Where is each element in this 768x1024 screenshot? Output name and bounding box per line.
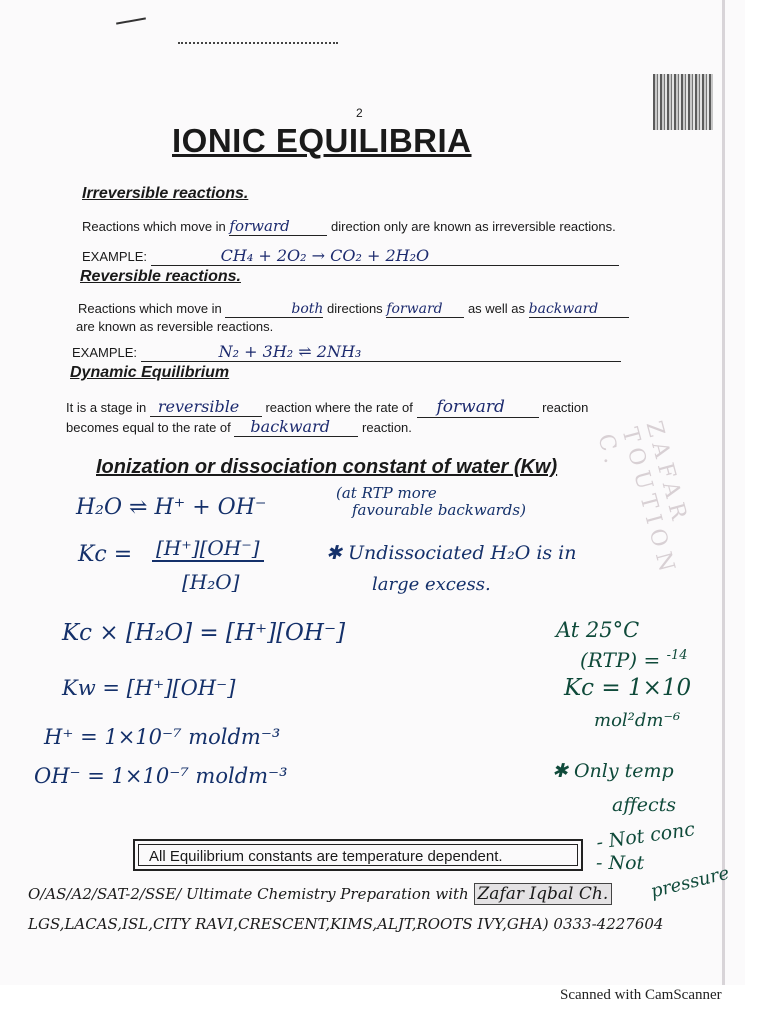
handwritten-side-note: Kc = 1×10 [564, 675, 692, 701]
definition-text: Reactions which move in [78, 301, 222, 316]
handwritten-side-note: - Not conc [594, 818, 697, 854]
definition-text: as well as [467, 301, 526, 316]
handwritten-answer: backward [528, 301, 599, 317]
dynamic-heading: Dynamic Equilibrium [70, 364, 230, 381]
fill-blank [150, 397, 262, 417]
handwritten-equation: H⁺ = 1×10⁻⁷ moldm⁻³ [44, 725, 281, 749]
barcode-stamp [653, 74, 713, 130]
reversible-example [72, 342, 621, 362]
fill-blank [234, 417, 358, 437]
fill-blank [417, 397, 539, 418]
irreversible-example [82, 246, 619, 266]
handwritten-answer: forward [386, 301, 443, 317]
example-label: EXAMPLE: [72, 345, 138, 360]
handwritten-side-note: affects [612, 794, 677, 816]
definition-text: direction only are known as irreversible reactions. [331, 219, 616, 234]
definition-text: reaction [542, 400, 589, 415]
definition-text: It is a stage in [66, 400, 147, 415]
footer-text: O/AS/A2/SAT-2/SSE/ Ultimate Chemistry Preparation with [28, 885, 469, 903]
handwritten-answer: backward [250, 417, 330, 436]
scanner-watermark: Scanned with CamScanner [560, 987, 722, 1003]
boxed-note [133, 839, 583, 871]
reversible-definition-end: are known as reversible reactions. [76, 319, 274, 334]
handwritten-answer: N₂ + 3H₂ ⇌ 2NH₃ [218, 342, 362, 361]
dynamic-definition [66, 397, 588, 418]
handwritten-rtp: (RTP) = [580, 648, 661, 672]
handwritten-answer: reversible [157, 397, 240, 416]
definition-text: reaction where the rate of [265, 400, 413, 415]
page-title: IONIC EQUILIBRIA [172, 122, 472, 159]
handwritten-answer: forward [229, 217, 290, 235]
handwritten-side-note: - Not [596, 852, 645, 874]
handwritten-kc-label: Kc = [78, 542, 133, 567]
handwritten-equation: Kc × [H₂O] = [H⁺][OH⁻] [62, 620, 346, 646]
handwritten-note: ✱ Undissociated H₂O is in [326, 542, 577, 564]
handwritten-exponent: -14 [666, 648, 688, 663]
reversible-definition [78, 301, 629, 318]
footer-author-name: Zafar Iqbal Ch. [474, 883, 613, 905]
definition-text: becomes equal to the rate of [66, 420, 231, 435]
handwritten-side-note [580, 648, 688, 672]
definition-text: reaction. [362, 420, 412, 435]
irreversible-heading: Irreversible reactions. [82, 185, 249, 202]
fill-blank [151, 246, 619, 266]
handwritten-equation: H₂O ⇌ H⁺ + OH⁻ [76, 495, 267, 520]
fill-blank [141, 342, 621, 362]
handwritten-note: (at RTP more [336, 484, 437, 502]
handwritten-side-note: At 25°C [556, 618, 640, 642]
handwritten-equation: OH⁻ = 1×10⁻⁷ moldm⁻³ [34, 764, 288, 788]
watermark: ZAFAR TOUTION C. [592, 418, 693, 581]
irreversible-definition [82, 217, 616, 236]
example-label: EXAMPLE: [82, 249, 148, 264]
handwritten-side-note: ✱ Only temp [552, 760, 674, 782]
definition-text: Reactions which move in [82, 219, 226, 234]
dynamic-definition-end [66, 417, 412, 437]
handwritten-equation: Kw = [H⁺][OH⁻] [62, 676, 236, 700]
fill-blank [225, 301, 323, 318]
scan-mark [116, 17, 146, 24]
handwritten-note: large excess. [372, 574, 491, 595]
page-edge [722, 0, 725, 985]
handwritten-side-note: mol²dm⁻⁶ [594, 710, 681, 731]
boxed-note-text: All Equilibrium constants are temperature dependent. [138, 844, 578, 866]
handwritten-answer: both [291, 301, 324, 317]
handwritten-side-note: pressure [648, 862, 732, 903]
handwritten-answer: CH₄ + 2O₂ → CO₂ + 2H₂O [220, 246, 430, 265]
footer-line-1 [28, 884, 612, 904]
handwritten-kc-numerator: [H⁺][OH⁻] [152, 536, 264, 562]
fill-blank [386, 301, 464, 318]
page-number: 2 [356, 106, 363, 120]
handwritten-answer: forward [436, 397, 505, 417]
handwritten-kc-denominator: [H₂O] [182, 570, 240, 594]
definition-text: directions [327, 301, 383, 316]
reversible-heading: Reversible reactions. [80, 268, 241, 285]
scan-mark [178, 42, 338, 45]
footer-line-2: LGS,LACAS,ISL,CITY RAVI,CRESCENT,KIMS,ALJT,ROOTS IVY,GHA) 0333-4227604 [28, 915, 664, 933]
kw-heading: Ionization or dissociation constant of water (Kw) [96, 456, 558, 478]
fill-blank [529, 301, 629, 318]
fill-blank [229, 217, 327, 236]
handwritten-note: favourable backwards) [352, 501, 526, 519]
